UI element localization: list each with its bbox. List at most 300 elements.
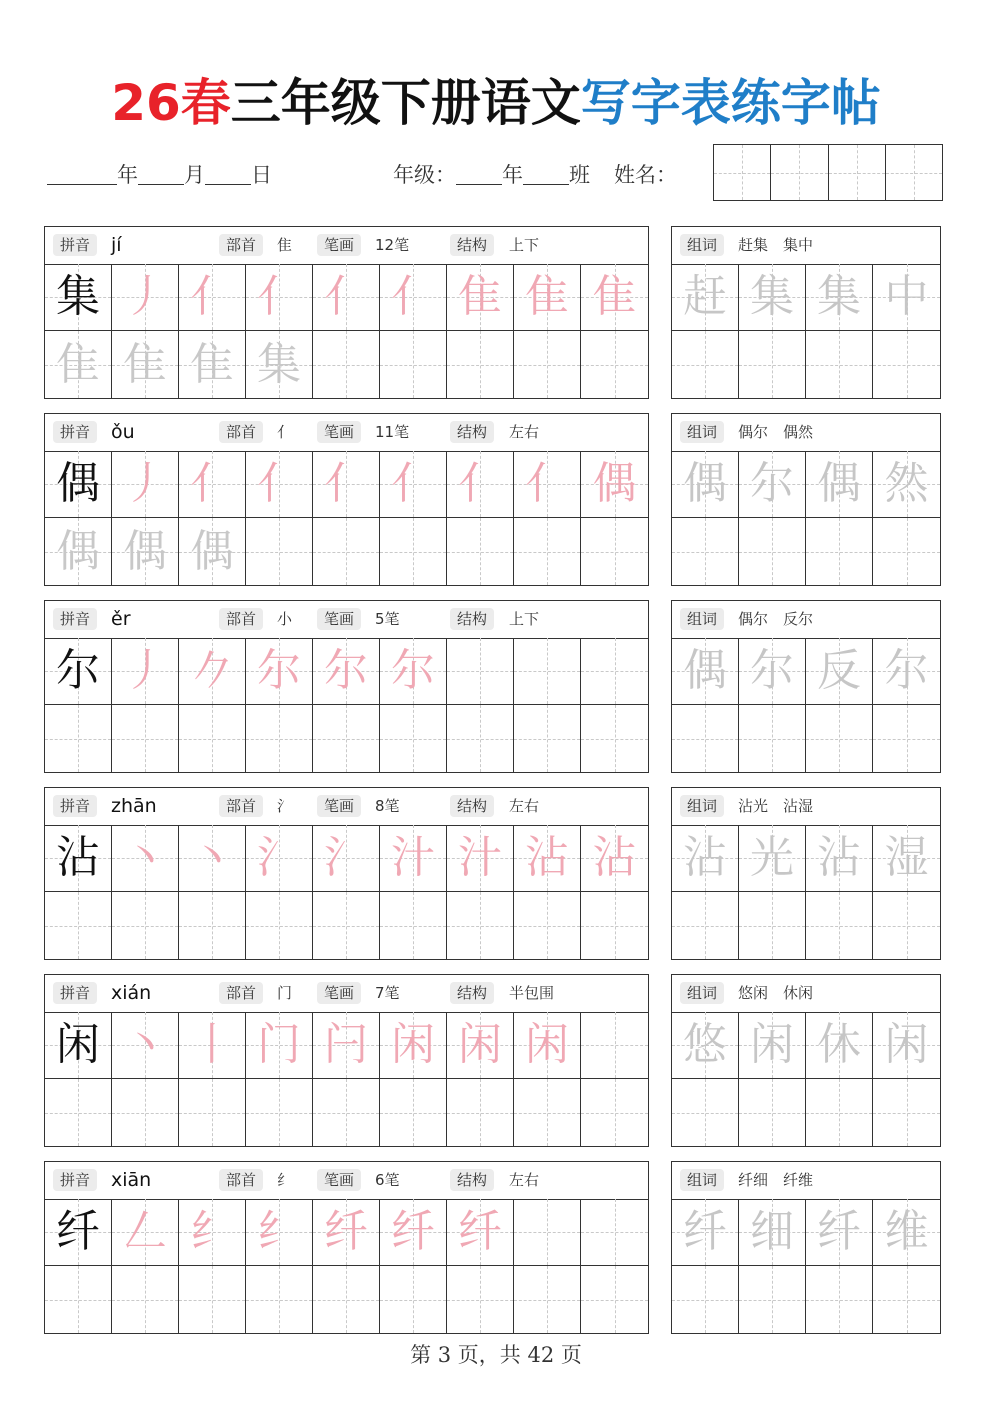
words-cell[interactable] (672, 451, 739, 518)
strokes-value: 7笔 (375, 984, 400, 1002)
trace-character: 集 (817, 271, 861, 322)
stroke-order-step: 纟 (190, 1206, 234, 1257)
writing-cell[interactable] (246, 331, 313, 398)
words-cell[interactable] (806, 825, 873, 892)
writing-cell[interactable] (313, 451, 380, 518)
writing-cell[interactable] (112, 331, 179, 398)
stroke-order-step: 丿 (123, 645, 167, 696)
stroke-order-step: 汁 (391, 832, 435, 883)
writing-cell[interactable] (447, 518, 514, 585)
trace-character: 休 (817, 1019, 861, 1070)
words-cell[interactable] (672, 892, 739, 959)
writing-cell[interactable] (45, 1079, 112, 1146)
writing-cell[interactable] (45, 1012, 112, 1079)
words-cell[interactable] (739, 451, 806, 518)
writing-cell[interactable] (514, 825, 581, 892)
radical-value: 纟 (277, 1171, 293, 1189)
words-cell[interactable] (739, 331, 806, 398)
words-cell[interactable] (873, 1079, 940, 1146)
writing-cell[interactable] (246, 638, 313, 705)
writing-cell[interactable] (112, 1079, 179, 1146)
model-character: 纤 (56, 1206, 100, 1257)
name-box[interactable] (886, 145, 942, 200)
writing-cell[interactable] (246, 1079, 313, 1146)
writing-cell[interactable] (45, 1199, 112, 1266)
trace-character: 湿 (884, 832, 929, 883)
writing-cell[interactable] (514, 518, 581, 585)
writing-cell[interactable] (581, 892, 648, 959)
words-cell[interactable] (739, 264, 806, 331)
words-cell[interactable] (672, 825, 739, 892)
words-cell[interactable] (739, 1199, 806, 1266)
trace-character: 悠 (683, 1019, 727, 1070)
words-cell[interactable] (672, 705, 739, 772)
writing-cell[interactable] (112, 1012, 179, 1079)
words-grid (672, 1199, 940, 1333)
structure-tag: 结构 (450, 608, 494, 630)
writing-cell[interactable] (447, 264, 514, 331)
strokes-value: 5笔 (375, 610, 400, 628)
words-cell[interactable] (806, 1266, 873, 1333)
writing-cell[interactable] (45, 1266, 112, 1333)
writing-cell[interactable] (514, 1012, 581, 1079)
trace-character: 偶 (683, 645, 727, 696)
stroke-order-step: 亻 (458, 458, 502, 509)
writing-cell[interactable] (179, 638, 246, 705)
character-info (45, 1162, 648, 1200)
page-title (0, 68, 992, 138)
stroke-order-step: 尔 (257, 645, 301, 696)
writing-cell[interactable] (581, 264, 648, 331)
writing-cell[interactable] (45, 825, 112, 892)
words-cell[interactable] (806, 1199, 873, 1266)
trace-character: 偶 (817, 458, 861, 509)
character-block (44, 600, 649, 773)
writing-grid (45, 1199, 648, 1333)
stroke-order-step: 亻 (525, 458, 569, 509)
structure-value: 左右 (509, 423, 540, 441)
stroke-order-step: 氵 (257, 832, 301, 883)
writing-cell[interactable] (313, 331, 380, 398)
writing-cell[interactable] (447, 705, 514, 772)
name-boxes[interactable] (713, 144, 943, 201)
words-cell[interactable] (739, 1079, 806, 1146)
writing-grid (45, 451, 648, 585)
words-block (671, 787, 941, 960)
writing-cell[interactable] (380, 1199, 447, 1266)
words-cell[interactable] (873, 1012, 940, 1079)
writing-cell[interactable] (514, 705, 581, 772)
strokes-tag: 笔画 (317, 795, 361, 817)
day-label: 日 (251, 163, 272, 187)
stroke-order-step: 闩 (324, 1019, 368, 1070)
radical-value: 亻 (277, 423, 293, 441)
stroke-order-step: 丨 (190, 1019, 234, 1070)
title-prefix: 26春 (111, 74, 231, 132)
words-cell[interactable] (873, 825, 940, 892)
words-value: 赶集 集中 (738, 236, 814, 254)
writing-cell[interactable] (380, 518, 447, 585)
month-blank[interactable] (138, 162, 184, 185)
radical-value: 氵 (277, 797, 293, 815)
writing-cell[interactable] (581, 518, 648, 585)
writing-cell[interactable] (246, 451, 313, 518)
words-value: 偶尔 反尔 (738, 610, 814, 628)
trace-character: 集 (750, 271, 794, 322)
pinyin-value: ěr (111, 608, 131, 630)
words-cell[interactable] (806, 331, 873, 398)
writing-cell[interactable] (179, 705, 246, 772)
radical-tag: 部首 (219, 795, 263, 817)
grade-blank[interactable] (456, 162, 502, 185)
pinyin-tag: 拼音 (53, 982, 97, 1004)
writing-cell[interactable] (112, 1266, 179, 1333)
strokes-tag: 笔画 (317, 421, 361, 443)
writing-cell[interactable] (179, 264, 246, 331)
trace-character: 中 (884, 271, 929, 322)
model-character: 沾 (56, 832, 100, 883)
writing-cell[interactable] (179, 1266, 246, 1333)
trace-character: 细 (750, 1206, 794, 1257)
pinyin-value: xiān (111, 1169, 152, 1191)
writing-cell[interactable] (514, 451, 581, 518)
words-value: 偶尔 偶然 (738, 423, 814, 441)
writing-cell[interactable] (112, 264, 179, 331)
name-label: 姓名： (614, 163, 677, 187)
writing-cell[interactable] (179, 331, 246, 398)
writing-cell[interactable] (447, 1199, 514, 1266)
writing-cell[interactable] (112, 638, 179, 705)
writing-cell[interactable] (246, 1266, 313, 1333)
trace-character: 然 (884, 458, 929, 509)
writing-grid (45, 264, 648, 398)
title-suffix: 写字表练字帖 (580, 74, 881, 132)
writing-cell[interactable] (380, 331, 447, 398)
stroke-order-step: 亻 (391, 458, 435, 509)
writing-cell[interactable] (380, 264, 447, 331)
writing-cell[interactable] (581, 1199, 648, 1266)
writing-cell[interactable] (380, 1012, 447, 1079)
words-cell[interactable] (739, 825, 806, 892)
words-value: 纤细 纤维 (738, 1171, 814, 1189)
structure-tag: 结构 (450, 1169, 494, 1191)
writing-cell[interactable] (112, 518, 179, 585)
words-info (672, 601, 940, 639)
writing-cell[interactable] (380, 705, 447, 772)
writing-cell[interactable] (313, 1266, 380, 1333)
writing-cell[interactable] (179, 451, 246, 518)
writing-cell[interactable] (380, 638, 447, 705)
words-cell[interactable] (873, 892, 940, 959)
stroke-order-step: 隹 (56, 338, 100, 390)
words-cell[interactable] (739, 518, 806, 585)
words-cell[interactable] (739, 1266, 806, 1333)
words-block (671, 974, 941, 1147)
writing-cell[interactable] (246, 1199, 313, 1266)
writing-cell[interactable] (447, 1266, 514, 1333)
strokes-value: 12笔 (375, 236, 410, 254)
writing-cell[interactable] (581, 451, 648, 518)
name-box[interactable] (771, 145, 828, 200)
writing-cell[interactable] (112, 892, 179, 959)
stroke-order-step: 丿 (123, 458, 167, 509)
writing-cell[interactable] (581, 1012, 648, 1079)
writing-cell[interactable] (45, 331, 112, 398)
writing-cell[interactable] (514, 264, 581, 331)
stroke-order-step: 亻 (391, 271, 435, 322)
words-cell[interactable] (672, 1266, 739, 1333)
trace-character: 反 (817, 645, 861, 696)
stroke-order-step: 闲 (391, 1019, 435, 1070)
words-cell[interactable] (672, 1199, 739, 1266)
character-info (45, 601, 648, 639)
character-block (44, 226, 649, 399)
writing-cell[interactable] (179, 1012, 246, 1079)
model-character: 集 (56, 271, 100, 322)
words-cell[interactable] (672, 331, 739, 398)
writing-cell[interactable] (447, 451, 514, 518)
writing-cell[interactable] (581, 1079, 648, 1146)
structure-value: 左右 (509, 797, 540, 815)
writing-grid (45, 1012, 648, 1146)
words-tag: 组词 (680, 421, 724, 443)
class-blank[interactable] (523, 162, 569, 185)
words-cell[interactable] (806, 264, 873, 331)
writing-cell[interactable] (313, 705, 380, 772)
structure-value: 上下 (509, 610, 540, 628)
character-block (44, 1161, 649, 1334)
words-block (671, 600, 941, 773)
stroke-order-step: 闲 (458, 1019, 502, 1070)
stroke-order-step: 隹 (123, 338, 167, 390)
trace-character: 尔 (884, 645, 929, 696)
words-cell[interactable] (806, 1012, 873, 1079)
writing-cell[interactable] (45, 518, 112, 585)
stroke-order-step: 丶 (190, 832, 234, 883)
character-info (45, 975, 648, 1013)
words-info (672, 227, 940, 265)
stroke-order-step: 亻 (257, 458, 301, 509)
words-cell[interactable] (672, 638, 739, 705)
structure-value: 上下 (509, 236, 540, 254)
structure-tag: 结构 (450, 234, 494, 256)
year-blank[interactable] (47, 162, 117, 185)
writing-cell[interactable] (581, 638, 648, 705)
words-cell[interactable] (672, 264, 739, 331)
writing-cell[interactable] (112, 451, 179, 518)
words-tag: 组词 (680, 982, 724, 1004)
writing-cell[interactable] (179, 1199, 246, 1266)
stroke-order-step: 偶 (56, 525, 100, 577)
writing-cell[interactable] (447, 331, 514, 398)
words-cell[interactable] (739, 892, 806, 959)
words-cell[interactable] (672, 1012, 739, 1079)
structure-tag: 结构 (450, 421, 494, 443)
words-cell[interactable] (806, 638, 873, 705)
words-info (672, 788, 940, 826)
words-cell[interactable] (873, 1266, 940, 1333)
stroke-order-step: 亻 (324, 271, 368, 322)
name-box[interactable] (714, 145, 771, 200)
writing-cell[interactable] (313, 1199, 380, 1266)
structure-tag: 结构 (450, 795, 494, 817)
pinyin-tag: 拼音 (53, 421, 97, 443)
writing-cell[interactable] (246, 892, 313, 959)
strokes-value: 8笔 (375, 797, 400, 815)
character-block (44, 413, 649, 586)
writing-cell[interactable] (112, 705, 179, 772)
writing-cell[interactable] (45, 892, 112, 959)
words-cell[interactable] (739, 638, 806, 705)
words-cell[interactable] (873, 638, 940, 705)
writing-cell[interactable] (514, 892, 581, 959)
words-cell[interactable] (672, 1079, 739, 1146)
writing-cell[interactable] (179, 825, 246, 892)
stroke-order-step: 汁 (458, 832, 502, 883)
writing-cell[interactable] (45, 264, 112, 331)
writing-cell[interactable] (447, 825, 514, 892)
writing-cell[interactable] (581, 331, 648, 398)
words-cell[interactable] (806, 705, 873, 772)
page-footer: 第 3 页，共 42 页 (410, 1343, 582, 1367)
writing-cell[interactable] (514, 638, 581, 705)
writing-grid (45, 825, 648, 959)
stroke-order-step: 沾 (525, 832, 569, 883)
trace-character: 赶 (683, 271, 727, 322)
pinyin-value: jí (111, 234, 122, 256)
title-middle: 三年级下册语文 (230, 74, 581, 132)
words-tag: 组词 (680, 234, 724, 256)
writing-cell[interactable] (45, 638, 112, 705)
words-cell[interactable] (739, 1012, 806, 1079)
writing-cell[interactable] (313, 1079, 380, 1146)
trace-character: 沾 (683, 832, 727, 883)
strokes-tag: 笔画 (317, 608, 361, 630)
writing-cell[interactable] (447, 1012, 514, 1079)
writing-cell[interactable] (246, 518, 313, 585)
words-cell[interactable] (873, 451, 940, 518)
writing-cell[interactable] (179, 1079, 246, 1146)
structure-tag: 结构 (450, 982, 494, 1004)
words-tag: 组词 (680, 608, 724, 630)
date-line (47, 160, 272, 190)
words-cell[interactable] (873, 518, 940, 585)
words-cell[interactable] (672, 518, 739, 585)
grade-year-label: 年 (502, 163, 523, 187)
writing-cell[interactable] (581, 825, 648, 892)
writing-cell[interactable] (246, 705, 313, 772)
words-cell[interactable] (873, 331, 940, 398)
stroke-order-step: 隹 (458, 271, 502, 322)
writing-cell[interactable] (313, 1012, 380, 1079)
pinyin-tag: 拼音 (53, 608, 97, 630)
writing-cell[interactable] (447, 638, 514, 705)
words-cell[interactable] (739, 705, 806, 772)
words-cell[interactable] (873, 705, 940, 772)
structure-value: 左右 (509, 1171, 540, 1189)
words-cell[interactable] (806, 892, 873, 959)
radical-tag: 部首 (219, 421, 263, 443)
stroke-order-step: 尔 (324, 645, 368, 696)
radical-tag: 部首 (219, 982, 263, 1004)
words-block (671, 226, 941, 399)
strokes-tag: 笔画 (317, 982, 361, 1004)
writing-cell[interactable] (380, 451, 447, 518)
radical-tag: 部首 (219, 608, 263, 630)
writing-cell[interactable] (313, 518, 380, 585)
month-label: 月 (184, 163, 205, 187)
words-cell[interactable] (806, 451, 873, 518)
structure-value: 半包围 (509, 984, 555, 1002)
words-cell[interactable] (873, 1199, 940, 1266)
character-info (45, 227, 648, 265)
writing-cell[interactable] (380, 825, 447, 892)
words-grid (672, 264, 940, 398)
day-blank[interactable] (205, 162, 251, 185)
pinyin-value: ǒu (111, 421, 135, 443)
words-tag: 组词 (680, 1169, 724, 1191)
writing-cell[interactable] (514, 1266, 581, 1333)
writing-cell[interactable] (179, 518, 246, 585)
trace-character: 纤 (683, 1206, 727, 1257)
writing-cell[interactable] (45, 451, 112, 518)
words-cell[interactable] (873, 264, 940, 331)
writing-cell[interactable] (313, 825, 380, 892)
radical-tag: 部首 (219, 1169, 263, 1191)
writing-cell[interactable] (447, 1079, 514, 1146)
model-character: 闲 (56, 1019, 100, 1070)
writing-cell[interactable] (581, 1266, 648, 1333)
words-grid (672, 451, 940, 585)
writing-cell[interactable] (45, 705, 112, 772)
writing-cell[interactable] (514, 1079, 581, 1146)
writing-cell[interactable] (246, 1012, 313, 1079)
stroke-order-step: 隹 (190, 338, 234, 390)
strokes-tag: 笔画 (317, 234, 361, 256)
words-cell[interactable] (806, 518, 873, 585)
words-value: 悠闲 休闲 (738, 984, 814, 1002)
words-info (672, 975, 940, 1013)
writing-cell[interactable] (514, 331, 581, 398)
writing-cell[interactable] (380, 892, 447, 959)
stroke-order-step: 丶 (123, 832, 167, 883)
words-block (671, 413, 941, 586)
stroke-order-step: 亻 (190, 458, 234, 509)
writing-cell[interactable] (380, 1266, 447, 1333)
writing-cell[interactable] (112, 825, 179, 892)
stroke-order-step: 偶 (123, 525, 167, 577)
name-box[interactable] (829, 145, 886, 200)
writing-cell[interactable] (179, 892, 246, 959)
writing-cell[interactable] (313, 264, 380, 331)
character-info (45, 414, 648, 452)
stroke-order-step: 隹 (592, 271, 637, 322)
writing-cell[interactable] (313, 638, 380, 705)
writing-cell[interactable] (581, 705, 648, 772)
stroke-order-step: 集 (257, 338, 301, 390)
writing-cell[interactable] (246, 825, 313, 892)
writing-cell[interactable] (112, 1199, 179, 1266)
writing-cell[interactable] (380, 1079, 447, 1146)
words-grid (672, 638, 940, 772)
writing-cell[interactable] (514, 1199, 581, 1266)
writing-cell[interactable] (246, 264, 313, 331)
trace-character: 沾 (817, 832, 861, 883)
writing-cell[interactable] (313, 892, 380, 959)
trace-character: 偶 (683, 458, 727, 509)
words-cell[interactable] (806, 1079, 873, 1146)
writing-cell[interactable] (447, 892, 514, 959)
